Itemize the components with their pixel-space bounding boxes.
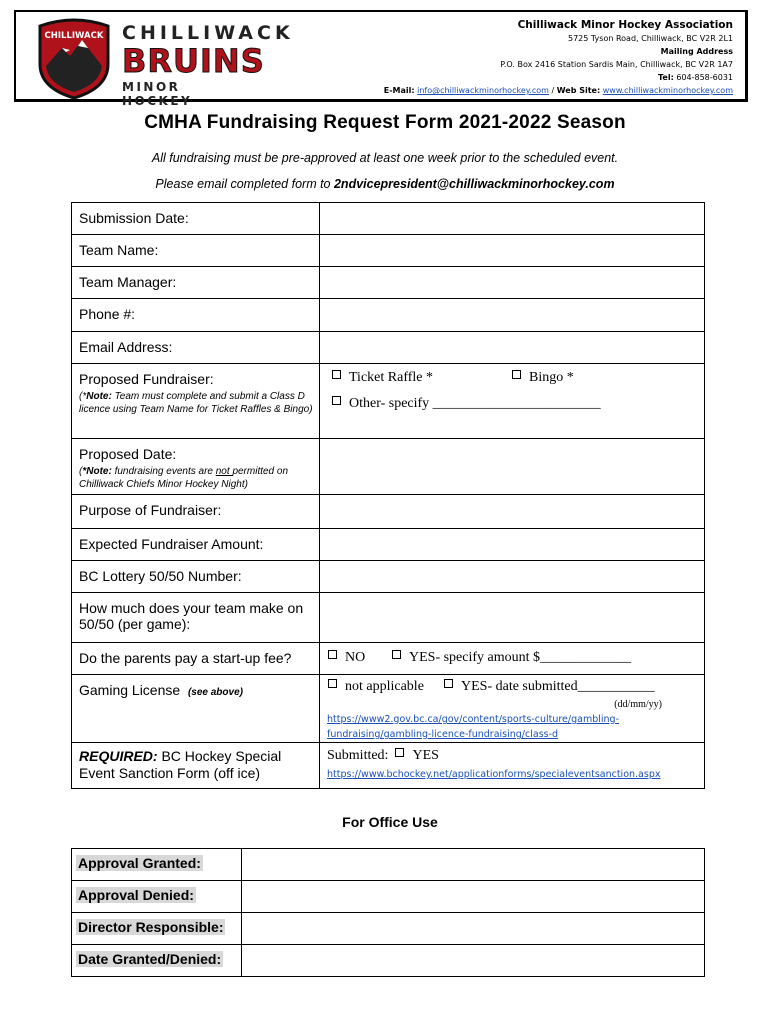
director-cell bbox=[72, 913, 242, 945]
date-granted-label: Date Granted/Denied: bbox=[78, 951, 222, 967]
purpose-label: Purpose of Fundraiser: bbox=[72, 495, 320, 529]
proposed-fundraiser-label: Proposed Fundraiser: bbox=[79, 371, 214, 387]
checkbox-icon[interactable] bbox=[332, 396, 341, 405]
logo-word-chilliwack: CHILLIWACK bbox=[122, 22, 294, 44]
logo-word-minor-hockey: MINOR HOCKEY bbox=[122, 80, 193, 108]
sanction-form-cell bbox=[72, 743, 320, 789]
option-bingo[interactable] bbox=[512, 370, 574, 386]
office-use-table bbox=[71, 848, 705, 977]
association-name: Chilliwack Minor Hockey Association bbox=[517, 19, 733, 31]
approval-denied-cell bbox=[72, 881, 242, 913]
note-text-b: permitted on Chilliwack Chiefs Minor Hockey Night) bbox=[79, 466, 289, 490]
director-label: Director Responsible: bbox=[78, 919, 224, 935]
note-label: *Note: bbox=[82, 466, 112, 477]
date-granted-field[interactable] bbox=[242, 945, 705, 977]
proposed-fundraiser-cell bbox=[72, 364, 320, 439]
page-title: CMHA Fundraising Request Form 2021-2022 Season bbox=[144, 112, 626, 133]
submission-date-field[interactable] bbox=[320, 203, 705, 235]
submitted-label: Submitted: bbox=[327, 748, 389, 763]
team-manager-field[interactable] bbox=[320, 267, 705, 299]
expected-amount-label: Expected Fundraiser Amount: bbox=[72, 529, 320, 561]
option-bingo-label: Bingo * bbox=[529, 370, 574, 385]
email-label: E-Mail: bbox=[383, 86, 415, 95]
tel-number: 604-858-6031 bbox=[676, 73, 733, 82]
option-other[interactable] bbox=[320, 396, 704, 412]
phone-field[interactable] bbox=[320, 299, 705, 332]
checkbox-icon[interactable] bbox=[332, 370, 341, 379]
gaming-license-options bbox=[320, 675, 705, 743]
logo-word-bruins: BRUINS bbox=[122, 42, 265, 80]
team-manager-label: Team Manager: bbox=[72, 267, 320, 299]
proposed-date-note: (*Note: fundraising events are not permitted on Chilliwack Chiefs Minor Hockey Night) bbox=[79, 466, 289, 490]
note-text-a: fundraising events are bbox=[111, 466, 216, 477]
web-label: Web Site: bbox=[556, 86, 601, 95]
association-email-link[interactable]: info@chilliwackminorhockey.com bbox=[417, 86, 549, 95]
team-name-label: Team Name: bbox=[72, 235, 320, 267]
proposed-fundraiser-note: (*Note: Team must complete and submit a Class D licence using Team Name for Ticket Raffles & Bingo) bbox=[79, 391, 313, 415]
checkbox-icon[interactable] bbox=[395, 748, 404, 757]
checkbox-icon[interactable] bbox=[392, 650, 401, 659]
association-web-link[interactable]: www.chilliwackminorhockey.com bbox=[602, 86, 733, 95]
team-name-field[interactable] bbox=[320, 235, 705, 267]
how-much-label: How much does your team make on 50/50 (per game): bbox=[72, 593, 320, 643]
sanction-form-link[interactable]: https://www.bchockey.net/applicationforms/specialeventsanction.aspx bbox=[327, 769, 661, 780]
intro-line-1: All fundraising must be pre-approved at least one week prior to the scheduled event. bbox=[151, 151, 619, 165]
street-address: 5725 Tyson Road, Chilliwack, BC V2R 2L1 bbox=[568, 34, 733, 43]
email-field[interactable] bbox=[320, 332, 705, 364]
date-format-hint: (dd/mm/yy) bbox=[614, 699, 662, 710]
approval-granted-label: Approval Granted: bbox=[78, 855, 201, 871]
contact-separator: / bbox=[548, 86, 557, 95]
gaming-license-note: (see above) bbox=[187, 687, 243, 698]
expected-amount-field[interactable] bbox=[320, 529, 705, 561]
note-label: Note: bbox=[86, 391, 112, 402]
mailing-label: Mailing Address bbox=[660, 47, 733, 56]
option-ticket-raffle[interactable] bbox=[332, 370, 433, 386]
option-submitted-yes[interactable] bbox=[320, 743, 704, 764]
approval-granted-cell bbox=[72, 849, 242, 881]
how-much-field[interactable] bbox=[320, 593, 705, 643]
proposed-date-field[interactable] bbox=[320, 439, 705, 495]
intro-line-2-prefix: Please email completed form to bbox=[155, 177, 334, 191]
letterhead bbox=[14, 10, 748, 108]
lottery-number-label: BC Lottery 50/50 Number: bbox=[72, 561, 320, 593]
submission-email[interactable]: 2ndvicepresident@chilliwackminorhockey.com bbox=[333, 177, 615, 191]
email-label-field: Email Address: bbox=[72, 332, 320, 364]
startup-fee-label: Do the parents pay a start-up fee? bbox=[72, 643, 320, 675]
note-text-not: not bbox=[215, 466, 233, 477]
sanction-options bbox=[320, 743, 705, 789]
lottery-number-field[interactable] bbox=[320, 561, 705, 593]
option-yes-amount-label: YES- specify amount $_____________ bbox=[409, 650, 632, 665]
gaming-license-label: Gaming License bbox=[79, 682, 181, 698]
checkbox-icon[interactable] bbox=[512, 370, 521, 379]
office-use-title: For Office Use bbox=[342, 814, 438, 830]
phone-label: Phone #: bbox=[72, 299, 320, 332]
po-box: P.O. Box 2416 Station Sardis Main, Chilliwack, BC V2R 1A7 bbox=[500, 60, 733, 69]
gaming-license-cell bbox=[72, 675, 320, 743]
option-ticket-raffle-label: Ticket Raffle * bbox=[349, 370, 433, 385]
shield-icon bbox=[34, 16, 114, 100]
option-yes-date[interactable] bbox=[444, 679, 655, 695]
date-granted-cell bbox=[72, 945, 242, 977]
request-form-table bbox=[71, 202, 705, 789]
intro-line-2 bbox=[0, 177, 770, 191]
tel-label: Tel: bbox=[658, 73, 674, 82]
option-not-applicable-label: not applicable bbox=[345, 679, 424, 694]
fundraiser-options bbox=[320, 364, 705, 439]
option-other-label: Other- specify ________________________ bbox=[349, 396, 601, 411]
option-no[interactable] bbox=[328, 650, 365, 666]
option-yes-amount[interactable] bbox=[392, 650, 631, 666]
submitted-yes-label: YES bbox=[412, 748, 439, 763]
director-field[interactable] bbox=[242, 913, 705, 945]
approval-denied-label: Approval Denied: bbox=[78, 887, 194, 903]
purpose-field[interactable] bbox=[320, 495, 705, 529]
approval-granted-field[interactable] bbox=[242, 849, 705, 881]
checkbox-icon[interactable] bbox=[328, 679, 337, 688]
required-text: BC Hockey Special Event Sanction Form (off ice) bbox=[79, 748, 282, 781]
option-yes-date-label: YES- date submitted___________ bbox=[461, 679, 655, 694]
gaming-licence-link[interactable]: https://www2.gov.bc.ca/gov/content/sports-culture/gambling-fundraising/gambling-licence-fundraising/class-d bbox=[327, 714, 619, 740]
note-text: Team must complete and submit a Class D licence using Team Name for Ticket Raffles & Bingo) bbox=[79, 391, 313, 415]
shield-text: CHILLIWACK bbox=[44, 31, 104, 41]
association-info bbox=[384, 18, 733, 97]
proposed-date-label: Proposed Date: bbox=[79, 446, 177, 462]
checkbox-icon[interactable] bbox=[328, 650, 337, 659]
option-no-label: NO bbox=[345, 650, 366, 665]
startup-fee-options bbox=[320, 643, 705, 675]
bruins-logo bbox=[24, 16, 294, 108]
required-label: REQUIRED: bbox=[79, 748, 158, 764]
submission-date-label: Submission Date: bbox=[72, 203, 320, 235]
approval-denied-field[interactable] bbox=[242, 881, 705, 913]
option-not-applicable[interactable] bbox=[328, 679, 424, 695]
proposed-date-cell bbox=[72, 439, 320, 495]
checkbox-icon[interactable] bbox=[444, 679, 453, 688]
